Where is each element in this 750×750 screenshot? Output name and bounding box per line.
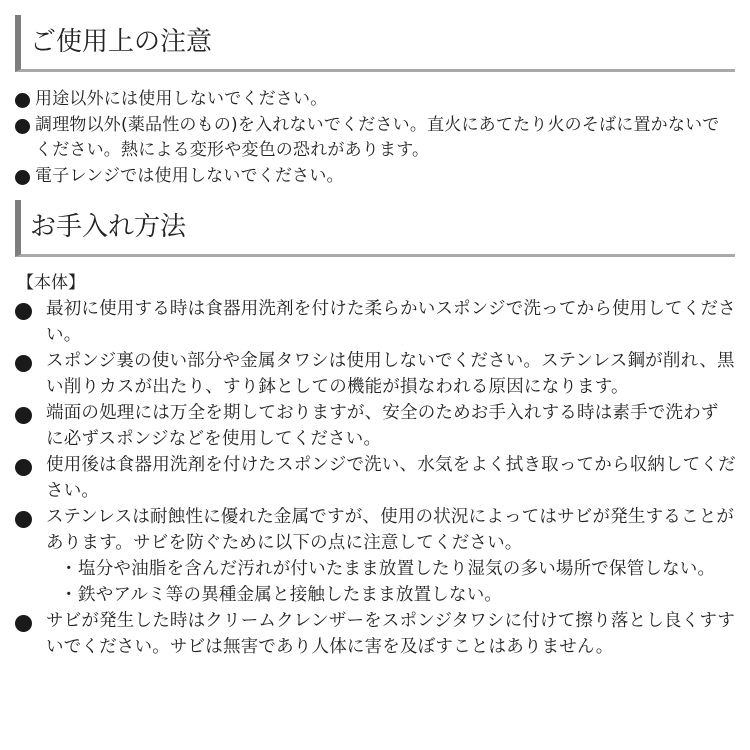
care-item-text: スポンジ裏の使い部分や金属タワシは使用しないでください。ステンレス鋼が削れ、黒い削りカスが出たり、すり鉢としての機能が損なわれる原因になります。 xyxy=(46,351,735,397)
rust-prevention-list xyxy=(46,556,736,608)
bullet-icon xyxy=(15,119,30,134)
cautions-item-text: 調理物以外(薬品性のもの)を入れないでください。直火にあてたり火のそばに置かないでください。熱による変形や変色の恐れがあります。 xyxy=(35,114,720,161)
cautions-heading xyxy=(15,15,735,72)
cautions-item xyxy=(15,164,735,190)
care-item xyxy=(24,400,736,452)
bullet-icon xyxy=(15,459,32,476)
care-item xyxy=(24,504,736,608)
care-item xyxy=(24,348,736,400)
care-item xyxy=(24,608,736,660)
cautions-item-text: 電子レンジでは使用しないでください。 xyxy=(35,165,344,186)
rust-prevention-item xyxy=(46,556,736,582)
bullet-icon xyxy=(15,93,30,108)
cautions-list xyxy=(15,87,735,189)
bullet-icon xyxy=(15,407,32,424)
care-item xyxy=(24,452,736,504)
bullet-icon xyxy=(15,511,32,528)
care-title: お手入れ方法 xyxy=(30,212,187,242)
cautions-title: ご使用上の注意 xyxy=(30,27,213,57)
bullet-icon xyxy=(15,355,32,372)
care-list xyxy=(24,296,736,660)
bullet-icon xyxy=(15,303,32,320)
sub-bullet: ・ xyxy=(60,559,78,579)
cautions-item xyxy=(15,87,735,113)
cautions-item xyxy=(15,113,735,164)
rust-prevention-item xyxy=(46,582,736,608)
rust-prevention-text: 塩分や油脂を含んだ汚れが付いたまま放置したり湿気の多い場所で保管しない。 xyxy=(78,559,716,579)
care-item xyxy=(24,296,736,348)
bullet-icon xyxy=(15,170,30,185)
care-item-text: 端面の処理には万全を期しておりますが、安全のためお手入れする時は素手で洗わずに必ずスポンジなどを使用してください。 xyxy=(46,403,719,449)
sub-bullet: ・ xyxy=(60,585,78,605)
care-item-text: 最初に使用する時は食器用洗剤を付けた柔らかいスポンジで洗ってから使用してください。 xyxy=(46,299,736,345)
body-section-label: 【本体】 xyxy=(17,273,85,293)
care-item-text: サビが発生した時はクリームクレンザーをスポンジタワシに付けて擦り落とし良くすすいでください。サビは無害であり人体に害を及ぼすことはありません。 xyxy=(46,611,735,657)
care-heading xyxy=(15,200,735,257)
cautions-item-text: 用途以外には使用しないでください。 xyxy=(35,89,328,109)
rust-prevention-text: 鉄やアルミ等の異種金属と接触したまま放置しない。 xyxy=(78,585,503,605)
bullet-icon xyxy=(15,615,32,632)
care-item-text: 使用後は食器用洗剤を付けたスポンジで洗い、水気をよく拭き取ってから収納してください。 xyxy=(46,455,736,501)
care-item-text: ステンレスは耐蝕性に優れた金属ですが、使用の状況によってはサビが発生することがあります。サビを防ぐために以下の点に注意してください。 xyxy=(46,507,735,553)
